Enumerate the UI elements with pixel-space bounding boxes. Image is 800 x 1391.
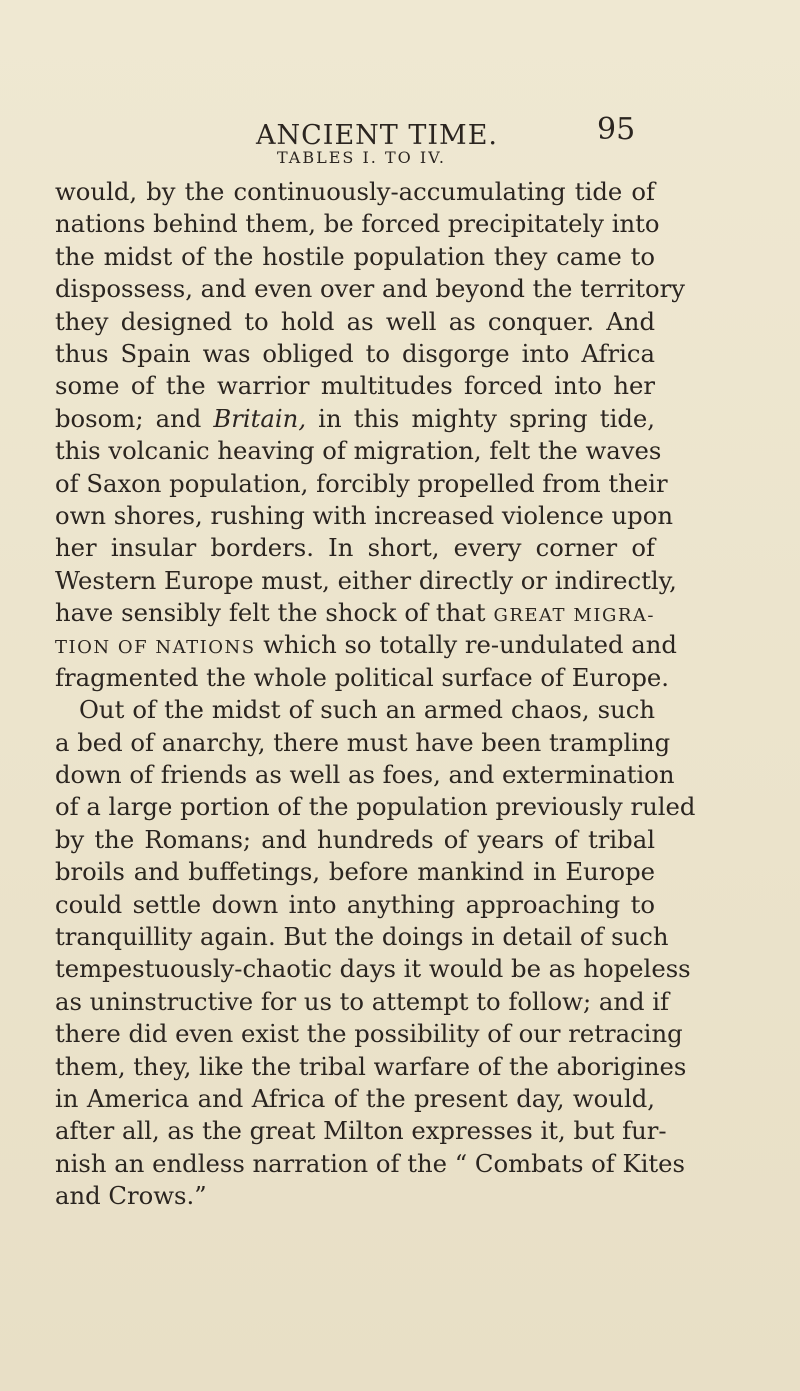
- line-text: bosom; and: [55, 403, 214, 433]
- text-line: [55, 694, 655, 726]
- line-text: a bed of anarchy, there must have been trampling: [55, 727, 671, 757]
- line-text: Out of the midst of such an armed chaos, such: [79, 695, 655, 725]
- line-text: her insular borders. In short, every corner of: [55, 533, 655, 563]
- line-text: the midst of the hostile population they came to: [55, 241, 655, 271]
- page-number: 95: [597, 112, 636, 147]
- text-line: [55, 1148, 686, 1180]
- text-line: [55, 338, 655, 370]
- text-line: [55, 1051, 687, 1083]
- line-text: down of friends as well as foes, and extermination: [55, 760, 675, 790]
- line-text: of a large portion of the population previously ruled: [55, 792, 696, 822]
- text-line: [55, 532, 655, 564]
- text-line: [55, 370, 655, 402]
- text-line: [55, 403, 655, 435]
- line-text: as uninstructive for us to attempt to follow; and if: [55, 986, 670, 1016]
- text-line: [55, 759, 675, 791]
- text-line: [55, 791, 696, 823]
- text-line: [55, 273, 686, 305]
- line-text: dispossess, and even over and beyond the territory: [55, 274, 686, 304]
- line-text: there did even exist the possibility of our retracing: [55, 1019, 683, 1049]
- line-text: tranquillity again. But the doings in detail of such: [55, 921, 669, 951]
- small-caps-text: TION OF NATIONS: [55, 637, 256, 659]
- text-line: [55, 597, 655, 629]
- line-text: own shores, rushing with increased violence upon: [55, 500, 673, 530]
- running-head: [0, 112, 800, 152]
- text-line: [55, 727, 671, 759]
- text-line: [55, 241, 655, 273]
- line-text: they designed to hold as well as conquer. And: [55, 306, 655, 336]
- text-line: [55, 435, 662, 467]
- text-line: [55, 176, 655, 208]
- text-line: [55, 1180, 655, 1212]
- text-line: [55, 629, 677, 661]
- line-text: nish an endless narration of the “ Combats of Kites: [55, 1148, 686, 1178]
- text-line: [55, 500, 673, 532]
- line-text: broils and buffetings, before mankind in Europe: [55, 857, 655, 887]
- text-line: [55, 921, 669, 953]
- line-text: would, by the continuously-accumulating tide of: [55, 177, 655, 206]
- line-text: of Saxon population, forcibly propelled from their: [55, 468, 668, 498]
- line-text: after all, as the great Milton expresses it, but fur-: [55, 1116, 667, 1146]
- text-line: [55, 1083, 655, 1115]
- line-text: fragmented the whole political surface of Europe.: [55, 662, 669, 692]
- section-subheading: TABLES I. TO IV.: [277, 148, 446, 167]
- line-text: have sensibly felt the shock of that: [55, 598, 494, 628]
- line-text: which so totally re-undulated and: [255, 630, 677, 660]
- line-text: thus Spain was obliged to disgorge into Africa: [55, 338, 655, 368]
- line-text: some of the warrior multitudes forced into her: [55, 371, 655, 401]
- text-line: [55, 953, 691, 985]
- line-text: and Crows.”: [55, 1181, 207, 1211]
- italic-text: Britain,: [213, 403, 307, 433]
- text-line: [55, 468, 668, 500]
- text-line: [55, 1018, 683, 1050]
- text-line: [55, 1115, 667, 1147]
- text-line: [55, 565, 677, 597]
- line-text: them, they, like the tribal warfare of the aborigines: [55, 1051, 687, 1081]
- line-text: tempestuously-chaotic days it would be as hopeless: [55, 954, 691, 984]
- text-line: [55, 856, 655, 888]
- line-text: in America and Africa of the present day, would,: [55, 1083, 655, 1113]
- line-text: could settle down into anything approaching to: [55, 889, 655, 919]
- text-line: [55, 208, 660, 240]
- text-line: [55, 824, 655, 856]
- line-text: by the Romans; and hundreds of years of tribal: [55, 824, 655, 854]
- text-line: [55, 986, 670, 1018]
- line-text: this volcanic heaving of migration, felt the waves: [55, 436, 662, 466]
- line-text: nations behind them, be forced precipitately into: [55, 209, 660, 239]
- small-caps-text: GREAT MIGRA-: [493, 605, 655, 627]
- running-title: ANCIENT TIME.: [256, 120, 498, 151]
- line-text: in this mighty spring tide,: [306, 403, 655, 433]
- text-line: [55, 306, 655, 338]
- text-line: [55, 662, 669, 694]
- text-line: [55, 889, 655, 921]
- body-text: [55, 176, 696, 1213]
- line-text: Western Europe must, either directly or indirectly,: [55, 565, 677, 595]
